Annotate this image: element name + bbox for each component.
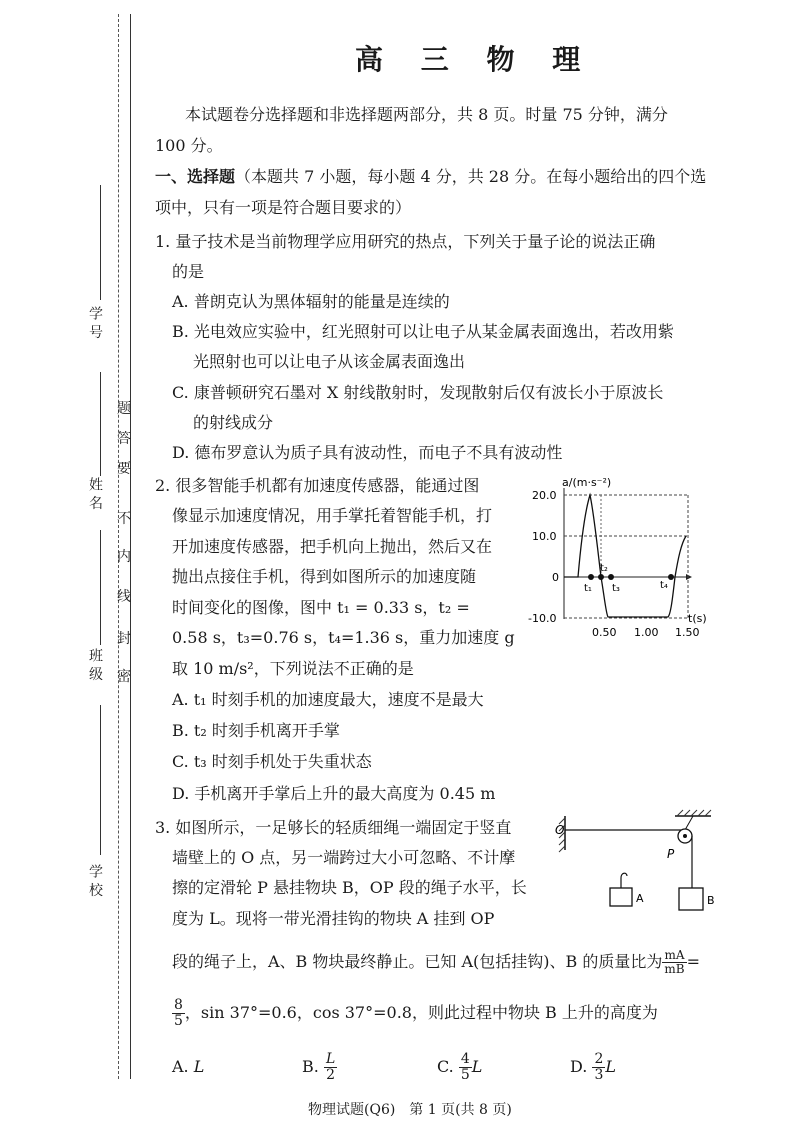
option-d-suffix: L [605, 1057, 616, 1076]
ceiling-hatch [677, 810, 711, 816]
ratio-value-num: 8 [174, 997, 183, 1013]
option-b-fraction [324, 1052, 337, 1083]
option-label: B. [302, 1057, 319, 1076]
x-axis-arrow [686, 574, 692, 580]
q2-option-b[interactable]: B. t₂ 时刻手机离开手掌 [172, 721, 340, 740]
number-underline [100, 185, 101, 300]
x-tick-label: 1.50 [675, 626, 700, 638]
hook-a [621, 873, 627, 888]
option-c-den: 5 [460, 1067, 470, 1083]
mass-ratio-fraction [662, 949, 686, 976]
mass-ratio-num: mA [662, 949, 686, 963]
q3-stem-text: ，sin 37°=0.6，cos 37°=0.8，则此过程中物块 B 上升的高度为 [184, 1003, 658, 1022]
seal-char: 要 [117, 461, 131, 477]
section-heading [155, 167, 706, 187]
t2-label: t₂ [600, 563, 608, 574]
q1-stem: 的是 [172, 262, 205, 281]
q2-stem: 2. 很多智能手机都有加速度传感器，能通过图 [155, 476, 480, 495]
t3-point [608, 574, 614, 580]
q1-option-b-cont: 光照射也可以让电子从该金属表面逸出 [193, 352, 466, 371]
point-o-label: O [555, 823, 565, 837]
q3-option-a[interactable] [172, 1057, 204, 1077]
point-p-label: P [667, 847, 675, 861]
q1-stem: 1. 量子技术是当前物理学应用研究的热点，下列关于量子论的说法正确 [155, 232, 656, 251]
q2-option-a[interactable]: A. t₁ 时刻手机的加速度最大，速度不是最大 [172, 690, 484, 709]
class-label: 班 级 [87, 648, 103, 681]
option-d-den: 3 [594, 1067, 604, 1083]
q3-option-c[interactable] [437, 1048, 482, 1086]
q3-stem: 擦的定滑轮 P 悬挂物块 B，OP 段的绳子水平，长 [172, 878, 527, 897]
seal-char: 不 [117, 511, 131, 527]
q3-stem-line6 [172, 998, 658, 1029]
section-desc: （本题共 7 小题，每小题 4 分，共 28 分。在每小题给出的四个选 [235, 167, 707, 186]
block-b [679, 888, 703, 910]
ratio-value-den: 5 [174, 1013, 183, 1029]
t4-point [668, 574, 674, 580]
q1-option-d[interactable]: D. 德布罗意认为质子具有波动性，而电子不具有波动性 [172, 443, 563, 462]
page-title: 高 三 物 理 [355, 43, 595, 76]
q2-option-d[interactable]: D. 手机离开手掌后上升的最大高度为 0.45 m [172, 784, 496, 803]
x-tick-label: 1.00 [634, 626, 659, 638]
q2-stem: 开加速度传感器，把手机向上抛出，然后又在 [172, 537, 493, 556]
acceleration-curve [564, 495, 686, 617]
y-tick-label: -10.0 [528, 612, 557, 625]
acceleration-time-graph [520, 474, 710, 638]
t3-label: t₃ [612, 583, 620, 594]
student-number-label: 学 号 [87, 306, 103, 339]
q2-stem: 取 10 m/s²，下列说法不正确的是 [172, 659, 414, 678]
q1-option-c[interactable]: C. 康普顿研究石墨对 X 射线散射时，发现散射后仅有波长小于原波长 [172, 383, 664, 402]
q1-option-c-cont: 的射线成分 [193, 413, 274, 432]
q3-stem-line5 [172, 949, 700, 976]
q3-stem: 墙壁上的 O 点，另一端跨过大小可忽略、不计摩 [172, 848, 516, 867]
q2-stem: 时间变化的图像，图中 t₁ = 0.33 s，t₂ = [172, 598, 470, 617]
q2-option-c[interactable]: C. t₃ 时刻手机处于失重状态 [172, 752, 372, 771]
cut-line-left [118, 14, 119, 1079]
seal-char: 密 [117, 669, 131, 685]
name-underline [100, 372, 101, 476]
section-desc-line: 项中，只有一项是符合题目要求的） [155, 198, 412, 217]
option-label: A. [172, 1057, 189, 1076]
intro-line: 100 分。 [155, 136, 223, 155]
pulley-figure [555, 808, 725, 918]
x-axis-label: t(s) [688, 612, 707, 625]
pulley-support [685, 816, 693, 830]
ratio-value-fraction [172, 998, 185, 1029]
q3-option-b[interactable] [302, 1048, 337, 1086]
y-tick-label: 20.0 [532, 489, 557, 502]
q1-option-b[interactable]: B. 光电效应实验中，红光照射可以让电子从某金属表面逸出，若改用紫 [172, 322, 674, 341]
option-b-num: L [325, 1051, 336, 1067]
option-value: L [193, 1057, 205, 1076]
q3-stem-text: 段的绳子上，A、B 物块最终静止。已知 A(包括挂钩)、B 的质量比为 [172, 952, 663, 971]
q3-stem: 度为 L。现将一带光滑挂钩的物块 A 挂到 OP [172, 909, 495, 928]
x-tick-label: 0.50 [592, 626, 617, 638]
q1-option-a[interactable]: A. 普朗克认为黑体辐射的能量是连续的 [172, 292, 450, 311]
seal-char: 答 [117, 431, 131, 447]
seal-char: 内 [117, 549, 131, 565]
option-d-num: 2 [594, 1051, 604, 1067]
q3-stem: 3. 如图所示，一足够长的轻质细绳一端固定于竖直 [155, 818, 512, 837]
graph-y-label: a/(m·s⁻²) [562, 476, 612, 489]
seal-char: 线 [117, 589, 131, 605]
class-underline [100, 530, 101, 645]
cut-line-right [130, 14, 131, 1079]
t1-point [588, 574, 594, 580]
y-tick-label: 10.0 [532, 530, 557, 543]
pulley-axle [683, 834, 687, 838]
block-b-label: B [707, 894, 715, 907]
school-underline [100, 705, 101, 855]
option-b-den: 2 [326, 1067, 336, 1083]
seal-char: 题 [117, 401, 131, 417]
intro-line: 本试题卷分选择题和非选择题两部分，共 8 页。时量 75 分钟，满分 [185, 105, 668, 124]
option-label: C. [437, 1057, 454, 1076]
section-title: 一、选择题 [155, 167, 236, 186]
school-label: 学 校 [87, 864, 103, 897]
option-c-fraction [459, 1052, 472, 1083]
name-label: 姓 名 [87, 477, 103, 510]
page-footer: 物理试题(Q6) 第 1 页(共 8 页) [308, 1102, 512, 1118]
t2-point [598, 574, 604, 580]
q3-equals: = [686, 952, 700, 971]
t4-label: t₄ [660, 580, 668, 591]
y-tick-label: 0 [552, 571, 559, 584]
q3-option-d[interactable] [570, 1048, 616, 1086]
option-label: D. [570, 1057, 588, 1076]
mass-ratio-den: mB [664, 962, 685, 976]
option-c-suffix: L [471, 1057, 483, 1076]
q2-stem: 抛出点接住手机，得到如图所示的加速度随 [172, 567, 477, 586]
option-c-num: 4 [460, 1051, 470, 1067]
block-a-label: A [636, 892, 644, 905]
q2-stem: 0.58 s，t₃=0.76 s，t₄=1.36 s，重力加速度 g [172, 628, 515, 647]
q2-stem: 像显示加速度情况，用手掌托着智能手机，打 [172, 506, 493, 525]
seal-char: 封 [117, 631, 131, 647]
option-d-fraction [592, 1052, 605, 1083]
t1-label: t₁ [584, 583, 592, 594]
block-a [610, 888, 632, 906]
